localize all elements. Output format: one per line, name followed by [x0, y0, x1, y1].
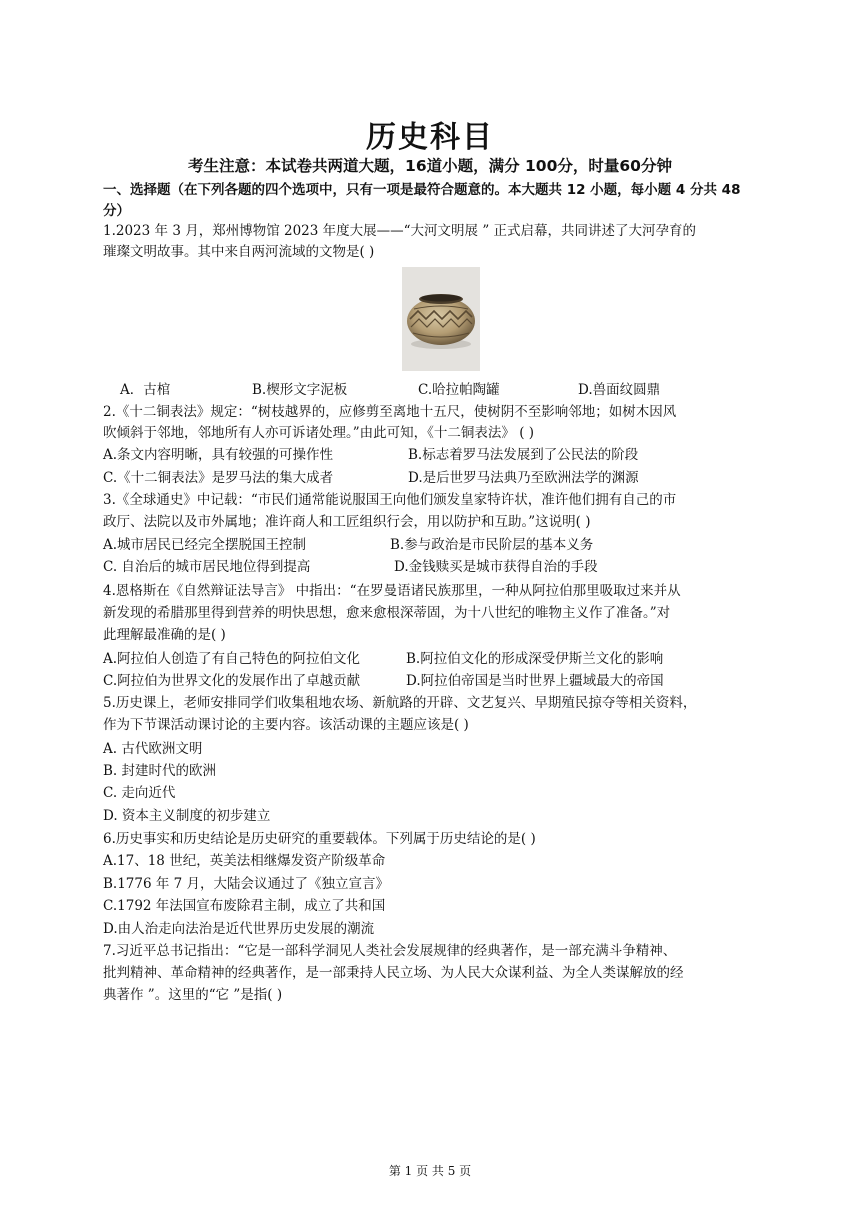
- option-c: C. 自治后的城市居民地位得到提高: [103, 559, 311, 575]
- option-c: C.哈拉帕陶罐: [418, 382, 500, 398]
- option-b: B.1776 年 7 月，大陆会议通过了《独立宣言》: [103, 876, 390, 892]
- option-b: B.标志着罗马法发展到了公民法的阶段: [408, 447, 639, 463]
- question-7-text: 批判精神、革命精神的经典著作，是一部秉持人民立场、为人民大众谋利益、为全人类谋解放的经: [103, 965, 684, 981]
- option-b: B. 封建时代的欧洲: [103, 763, 217, 779]
- option-a: A．古棺: [120, 382, 171, 398]
- option-c: C.阿拉伯为世界文化的发展作出了卓越贡献: [103, 673, 361, 689]
- option-d: D.金钱赎买是城市获得自治的手段: [394, 559, 598, 575]
- option-c: C.《十二铜表法》是罗马法的集大成者: [103, 470, 334, 486]
- question-5-text: 作为下节课活动课讨论的主要内容。该活动课的主题应该是( ): [103, 717, 469, 733]
- exam-notice: 考生注意：本试卷共两道大题，16道小题，满分 100分，时量60分钟: [188, 157, 672, 175]
- option-d: D.阿拉伯帝国是当时世界上疆域最大的帝国: [406, 673, 664, 689]
- question-4-text: 4.恩格斯在《自然辩证法导言》 中指出：“在罗曼语诸民族那里，一种从阿拉伯那里吸取过来并从: [103, 583, 681, 599]
- question-1-text: 1.2023 年 3 月，郑州博物馆 2023 年度大展——“大河文明展 ” 正式启幕，共同讲述了大河孕育的: [103, 223, 697, 239]
- option-a: A.17、18 世纪，英美法相继爆发资产阶级革命: [103, 853, 386, 869]
- harappan-jar-image: [402, 267, 480, 371]
- question-3-text: 政厅、法院以及市外属地；准许商人和工匠组织行会，用以防护和互助。”这说明( ): [103, 514, 591, 530]
- option-a: A.城市居民已经完全摆脱国王控制: [103, 537, 307, 553]
- option-d: D.由人治走向法治是近代世界历史发展的潮流: [103, 921, 375, 937]
- option-a: A.阿拉伯人创造了有自己特色的阿拉伯文化: [103, 651, 361, 667]
- option-d: D.兽面纹圆鼎: [578, 382, 661, 398]
- section-heading: 一、选择题（在下列各题的四个选项中，只有一项是最符合题意的。本大题共 12 小题，每小题 4 分共 48 分）: [103, 182, 741, 219]
- question-5-text: 5.历史课上，老师安排同学们收集租地农场、新航路的开辟、文艺复兴、早期殖民掠夺等相关资料，: [103, 695, 697, 711]
- question-7-text: 7.习近平总书记指出：“它是一部科学洞见人类社会发展规律的经典著作，是一部充满斗争精神、: [103, 943, 677, 959]
- option-a: A. 古代欧洲文明: [103, 741, 203, 757]
- question-6-text: 6.历史事实和历史结论是历史研究的重要载体。下列属于历史结论的是( ): [103, 831, 536, 847]
- option-b: B.楔形文字泥板: [252, 382, 348, 398]
- option-c: C. 走向近代: [103, 785, 176, 801]
- option-b: B.阿拉伯文化的形成深受伊斯兰文化的影响: [406, 651, 664, 667]
- question-7-text: 典著作 ”。这里的“它 ”是指( ): [103, 987, 283, 1003]
- question-1-text: 璀璨文明故事。其中来自两河流域的文物是( ): [103, 244, 375, 260]
- question-2-text: 2.《十二铜表法》规定：“树枝越界的，应修剪至离地十五尺，使树阴不至影响邻地；如树木因风: [103, 404, 677, 420]
- question-2-text: 吹倾斜于邻地，邻地所有人亦可诉诸处理。”由此可知，《十二铜表法》 ( ): [103, 425, 535, 441]
- question-4-text: 新发现的希腊那里得到营养的明快思想，愈来愈根深蒂固，为十八世纪的唯物主义作了准备。”对: [103, 605, 671, 621]
- question-4-text: 此理解最准确的是( ): [103, 627, 226, 643]
- option-d: D. 资本主义制度的初步建立: [103, 808, 271, 824]
- page-title: 历史科目: [366, 120, 494, 155]
- question-3-text: 3.《全球通史》中记载：“市民们通常能说服国王向他们颁发皇家特许状，准许他们拥有自己的市: [103, 492, 677, 508]
- option-c: C.1792 年法国宣布废除君主制，成立了共和国: [103, 898, 386, 914]
- option-b: B.参与政治是市民阶层的基本义务: [390, 537, 594, 553]
- option-d: D.是后世罗马法典乃至欧洲法学的渊源: [408, 470, 639, 486]
- option-a: A.条文内容明晰，具有较强的可操作性: [103, 447, 334, 463]
- page-footer: 第 1 页 共 5 页: [388, 1164, 472, 1178]
